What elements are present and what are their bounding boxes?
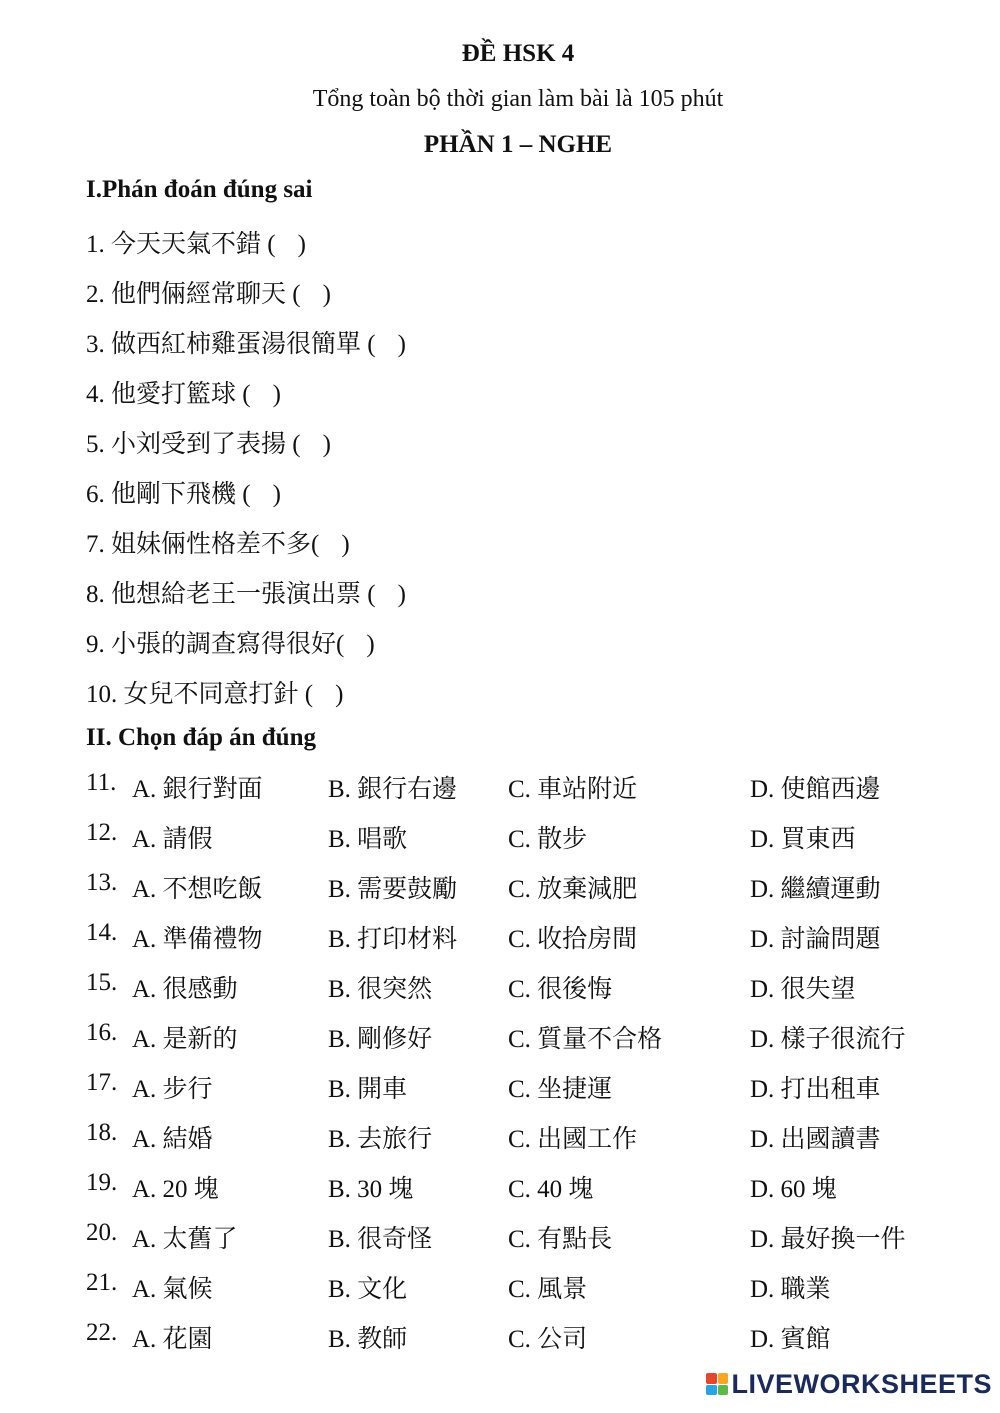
option-a[interactable]: A. 太舊了 (132, 1226, 238, 1253)
question-number: 13. (86, 869, 118, 896)
option-a[interactable]: A. 結婚 (132, 1126, 213, 1153)
question-number: 15. (86, 969, 118, 996)
option-a[interactable]: A. 20 塊 (132, 1176, 219, 1203)
option-c[interactable]: C. 公司 (508, 1326, 588, 1353)
true-false-item: 5. 小刘受到了表揚 ( ) (86, 431, 331, 458)
choice-row (0, 1219, 1000, 1255)
liveworksheets-logo-icon (706, 1373, 728, 1395)
choice-row (0, 919, 1000, 955)
option-b[interactable]: B. 去旅行 (328, 1126, 433, 1153)
option-b[interactable]: B. 唱歌 (328, 826, 408, 853)
question-number: 11. (86, 769, 117, 796)
section-true-false-heading: I.Phán đoán đúng sai (86, 176, 313, 203)
option-c[interactable]: C. 收拾房間 (508, 926, 638, 953)
option-b[interactable]: B. 文化 (328, 1276, 408, 1303)
option-b[interactable]: B. 教師 (328, 1326, 408, 1353)
option-c[interactable]: C. 出國工作 (508, 1126, 638, 1153)
option-b[interactable]: B. 很奇怪 (328, 1226, 433, 1253)
option-b[interactable]: B. 銀行右邊 (328, 776, 458, 803)
question-number: 22. (86, 1319, 118, 1346)
true-false-item: 1. 今天天氣不錯 ( ) (86, 231, 306, 258)
question-number: 16. (86, 1019, 118, 1046)
option-c[interactable]: C. 車站附近 (508, 776, 638, 803)
option-d[interactable]: D. 60 塊 (750, 1176, 837, 1203)
choice-row (0, 869, 1000, 905)
brand-name: LIVEWORKSHEETS (731, 1368, 992, 1399)
option-a[interactable]: A. 氣候 (132, 1276, 213, 1303)
option-d[interactable]: D. 繼續運動 (750, 876, 881, 903)
option-d[interactable]: D. 討論問題 (750, 926, 881, 953)
option-d[interactable]: D. 買東西 (750, 826, 856, 853)
true-false-item: 3. 做西紅柿雞蛋湯很簡單 ( ) (86, 331, 406, 358)
choice-row (0, 1069, 1000, 1105)
option-c[interactable]: C. 有點長 (508, 1226, 613, 1253)
option-c[interactable]: C. 很後悔 (508, 976, 613, 1003)
option-d[interactable]: D. 使館西邊 (750, 776, 881, 803)
true-false-item: 2. 他們倆經常聊天 ( ) (86, 281, 331, 308)
part-heading: PHẦN 1 – NGHE (423, 131, 613, 158)
section-multiple-choice-heading: II. Chọn đáp án đúng (86, 724, 316, 751)
choice-row (0, 1269, 1000, 1305)
option-b[interactable]: B. 打印材料 (328, 926, 458, 953)
option-d[interactable]: D. 職業 (750, 1276, 831, 1303)
option-d[interactable]: D. 打出租車 (750, 1076, 881, 1103)
question-number: 19. (86, 1169, 118, 1196)
option-c[interactable]: C. 散步 (508, 826, 588, 853)
option-d[interactable]: D. 出國讀書 (750, 1126, 881, 1153)
choice-row (0, 969, 1000, 1005)
option-a[interactable]: A. 步行 (132, 1076, 213, 1103)
option-a[interactable]: A. 準備禮物 (132, 926, 263, 953)
option-a[interactable]: A. 花園 (132, 1326, 213, 1353)
option-d[interactable]: D. 樣子很流行 (750, 1026, 906, 1053)
page-title: ĐỀ HSK 4 (461, 40, 575, 67)
option-a[interactable]: A. 是新的 (132, 1026, 238, 1053)
true-false-item: 6. 他剛下飛機 ( ) (86, 481, 281, 508)
option-b[interactable]: B. 剛修好 (328, 1026, 433, 1053)
option-a[interactable]: A. 不想吃飯 (132, 876, 263, 903)
true-false-item: 4. 他愛打籃球 ( ) (86, 381, 281, 408)
option-c[interactable]: C. 40 塊 (508, 1176, 594, 1203)
question-number: 18. (86, 1119, 118, 1146)
choice-row (0, 1169, 1000, 1205)
option-b[interactable]: B. 30 塊 (328, 1176, 414, 1203)
true-false-item: 9. 小張的調查寫得很好( ) (86, 631, 375, 658)
option-d[interactable]: D. 最好換一件 (750, 1226, 906, 1253)
question-number: 12. (86, 819, 118, 846)
choice-row (0, 1319, 1000, 1355)
true-false-item: 7. 姐妹倆性格差不多( ) (86, 531, 350, 558)
option-a[interactable]: A. 銀行對面 (132, 776, 263, 803)
page-subtitle: Tổng toàn bộ thời gian làm bài là 105 phút (312, 86, 724, 112)
option-c[interactable]: C. 坐捷運 (508, 1076, 613, 1103)
option-b[interactable]: B. 很突然 (328, 976, 433, 1003)
choice-row (0, 819, 1000, 855)
option-b[interactable]: B. 需要鼓勵 (328, 876, 458, 903)
question-number: 17. (86, 1069, 118, 1096)
choice-row (0, 1119, 1000, 1155)
question-number: 14. (86, 919, 118, 946)
liveworksheets-logo[interactable] (706, 1367, 992, 1401)
question-number: 21. (86, 1269, 118, 1296)
choice-row (0, 769, 1000, 805)
option-c[interactable]: C. 質量不合格 (508, 1026, 663, 1053)
option-b[interactable]: B. 開車 (328, 1076, 408, 1103)
option-d[interactable]: D. 很失望 (750, 976, 856, 1003)
question-number: 20. (86, 1219, 118, 1246)
option-d[interactable]: D. 賓館 (750, 1326, 831, 1353)
option-a[interactable]: A. 很感動 (132, 976, 238, 1003)
true-false-item: 8. 他想給老王一張演出票 ( ) (86, 581, 406, 608)
option-a[interactable]: A. 請假 (132, 826, 213, 853)
option-c[interactable]: C. 風景 (508, 1276, 588, 1303)
true-false-item: 10. 女兒不同意打針 ( ) (86, 681, 344, 708)
option-c[interactable]: C. 放棄減肥 (508, 876, 638, 903)
choice-row (0, 1019, 1000, 1055)
